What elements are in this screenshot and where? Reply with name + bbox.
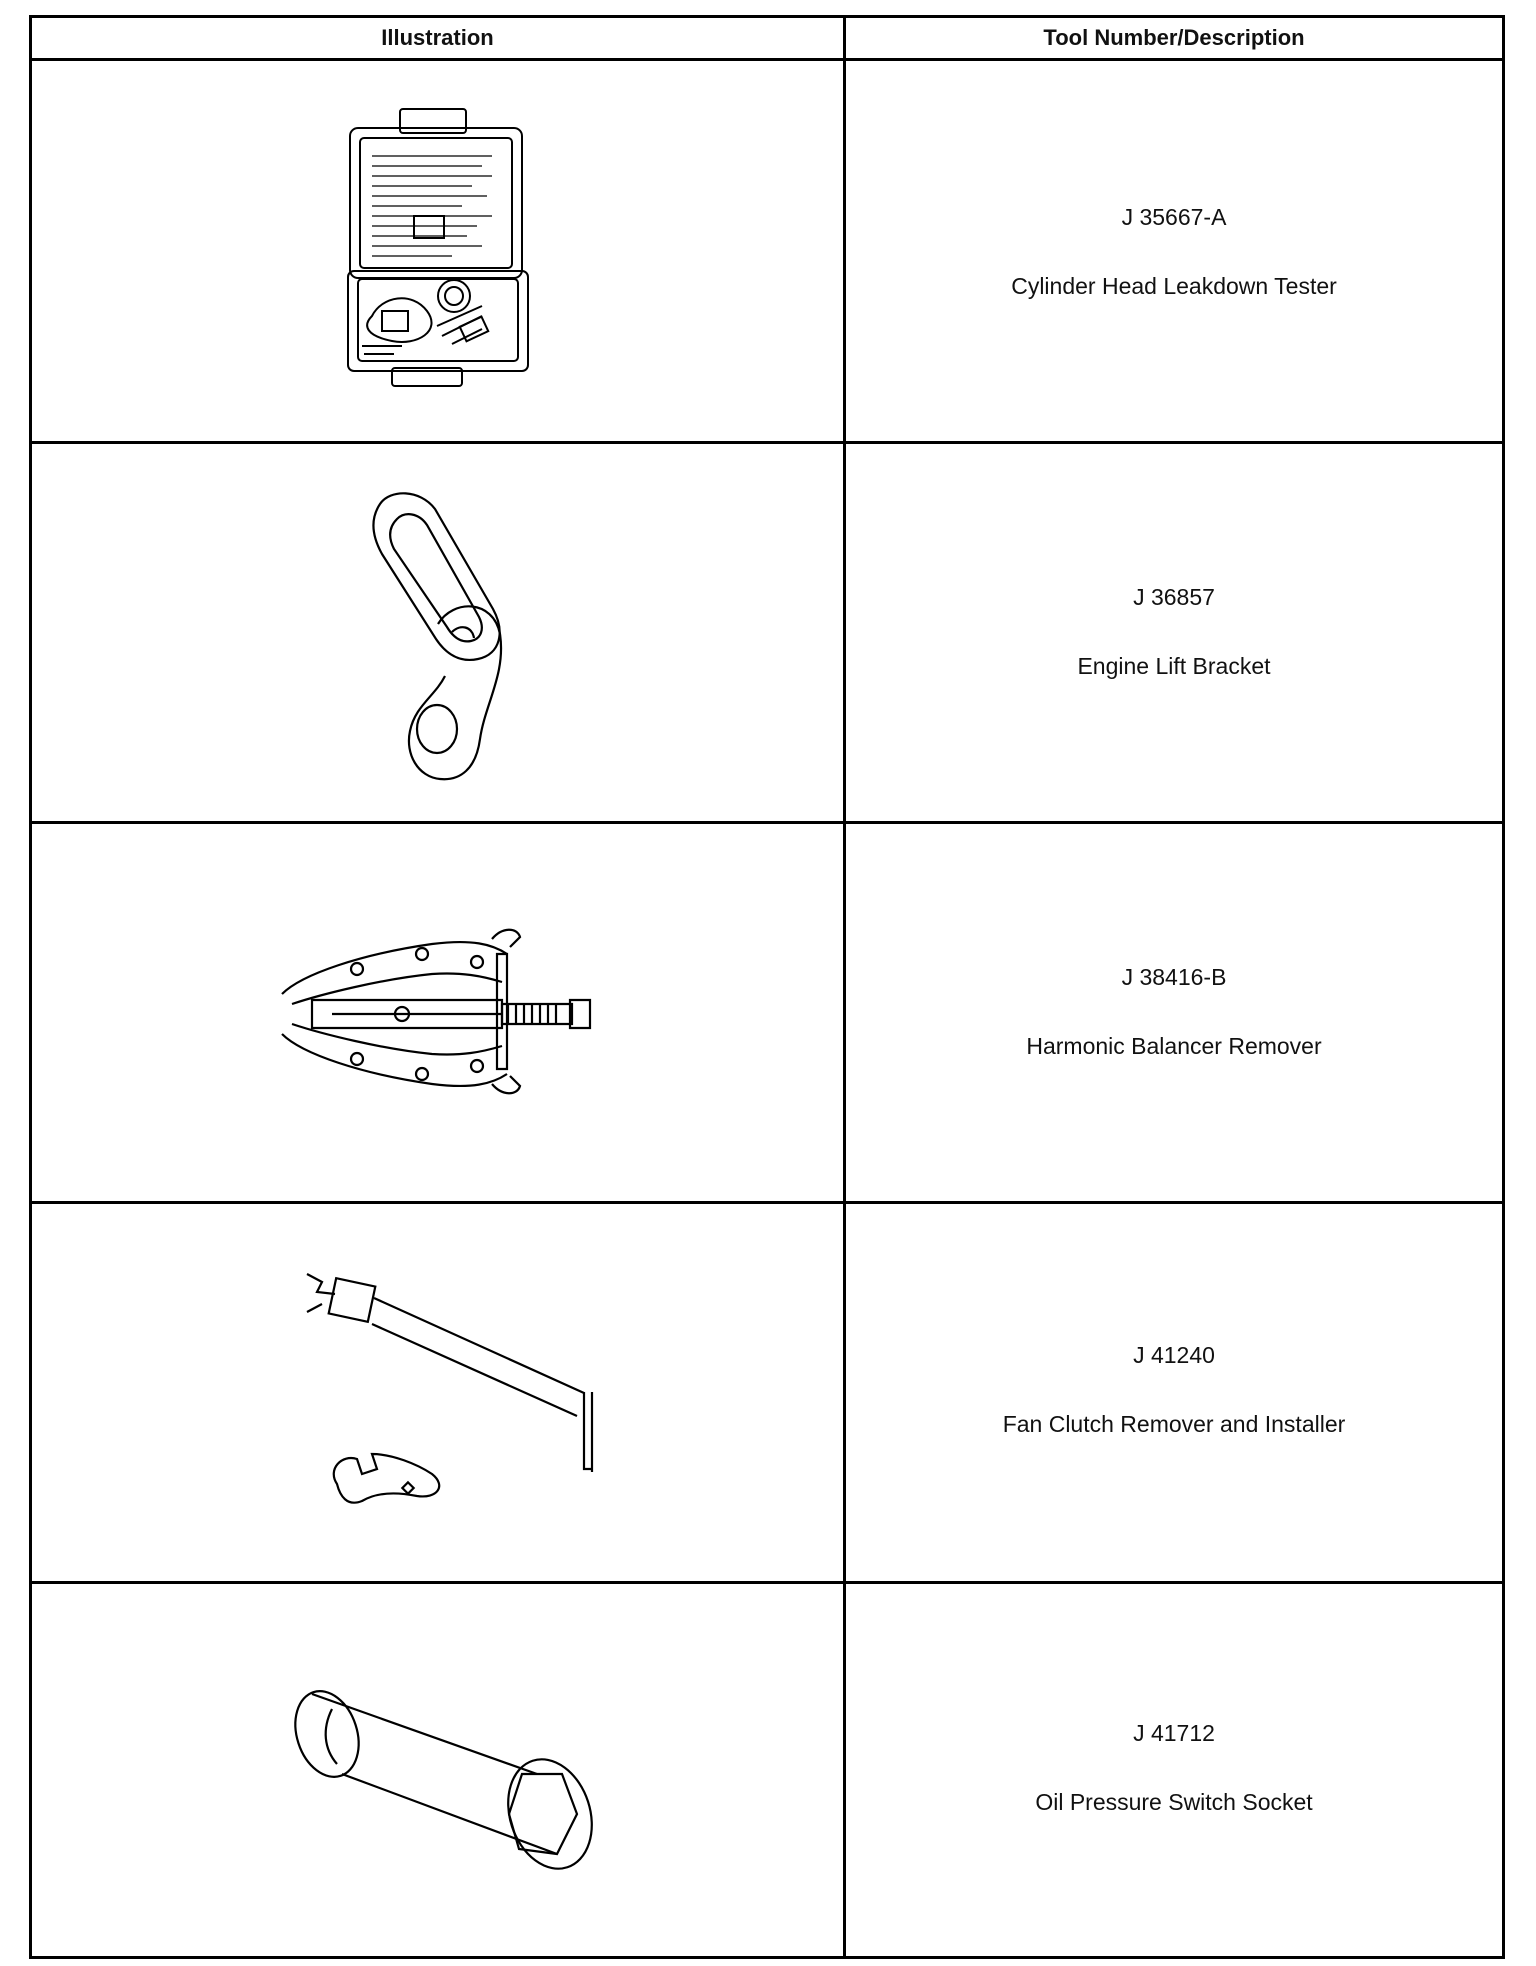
leakdown-tester-case-icon — [342, 106, 542, 391]
illustration-cell — [32, 824, 843, 1201]
description-cell — [846, 444, 1502, 821]
tool-number: J 41712 — [1133, 1720, 1215, 1746]
illustration-cell — [32, 1204, 843, 1581]
tool-number: J 38416-B — [1121, 964, 1227, 990]
description-cell — [846, 1204, 1502, 1581]
tool-number: J 41240 — [1133, 1342, 1215, 1368]
header-tool-number-description: Tool Number/Description — [1043, 25, 1305, 50]
socket-icon — [282, 1664, 602, 1884]
puller-icon — [272, 924, 602, 1104]
description-cell — [846, 1584, 1502, 1956]
illustration-cell — [32, 61, 843, 441]
description-cell — [846, 61, 1502, 441]
table-row — [32, 61, 1502, 441]
table-row — [32, 1201, 1502, 1581]
tool-number: J 36857 — [1133, 584, 1215, 610]
illustration-cell — [32, 444, 843, 821]
header-illustration: Illustration — [381, 25, 494, 50]
illustration-cell — [32, 1584, 843, 1956]
tool-description: Oil Pressure Switch Socket — [1035, 1789, 1313, 1815]
tool-description: Harmonic Balancer Remover — [1026, 1033, 1322, 1059]
wrench-set-icon — [302, 1264, 612, 1514]
lift-bracket-icon — [342, 484, 542, 784]
table-row — [32, 821, 1502, 1201]
table-row — [32, 441, 1502, 821]
tool-description: Engine Lift Bracket — [1077, 653, 1271, 679]
tool-description: Fan Clutch Remover and Installer — [1002, 1411, 1346, 1437]
description-cell — [846, 824, 1502, 1201]
special-tools-table — [29, 15, 1505, 1959]
table-header — [32, 18, 1502, 61]
tool-number: J 35667-A — [1121, 204, 1227, 230]
table-row — [32, 1581, 1502, 1956]
tool-description: Cylinder Head Leakdown Tester — [1011, 273, 1337, 299]
